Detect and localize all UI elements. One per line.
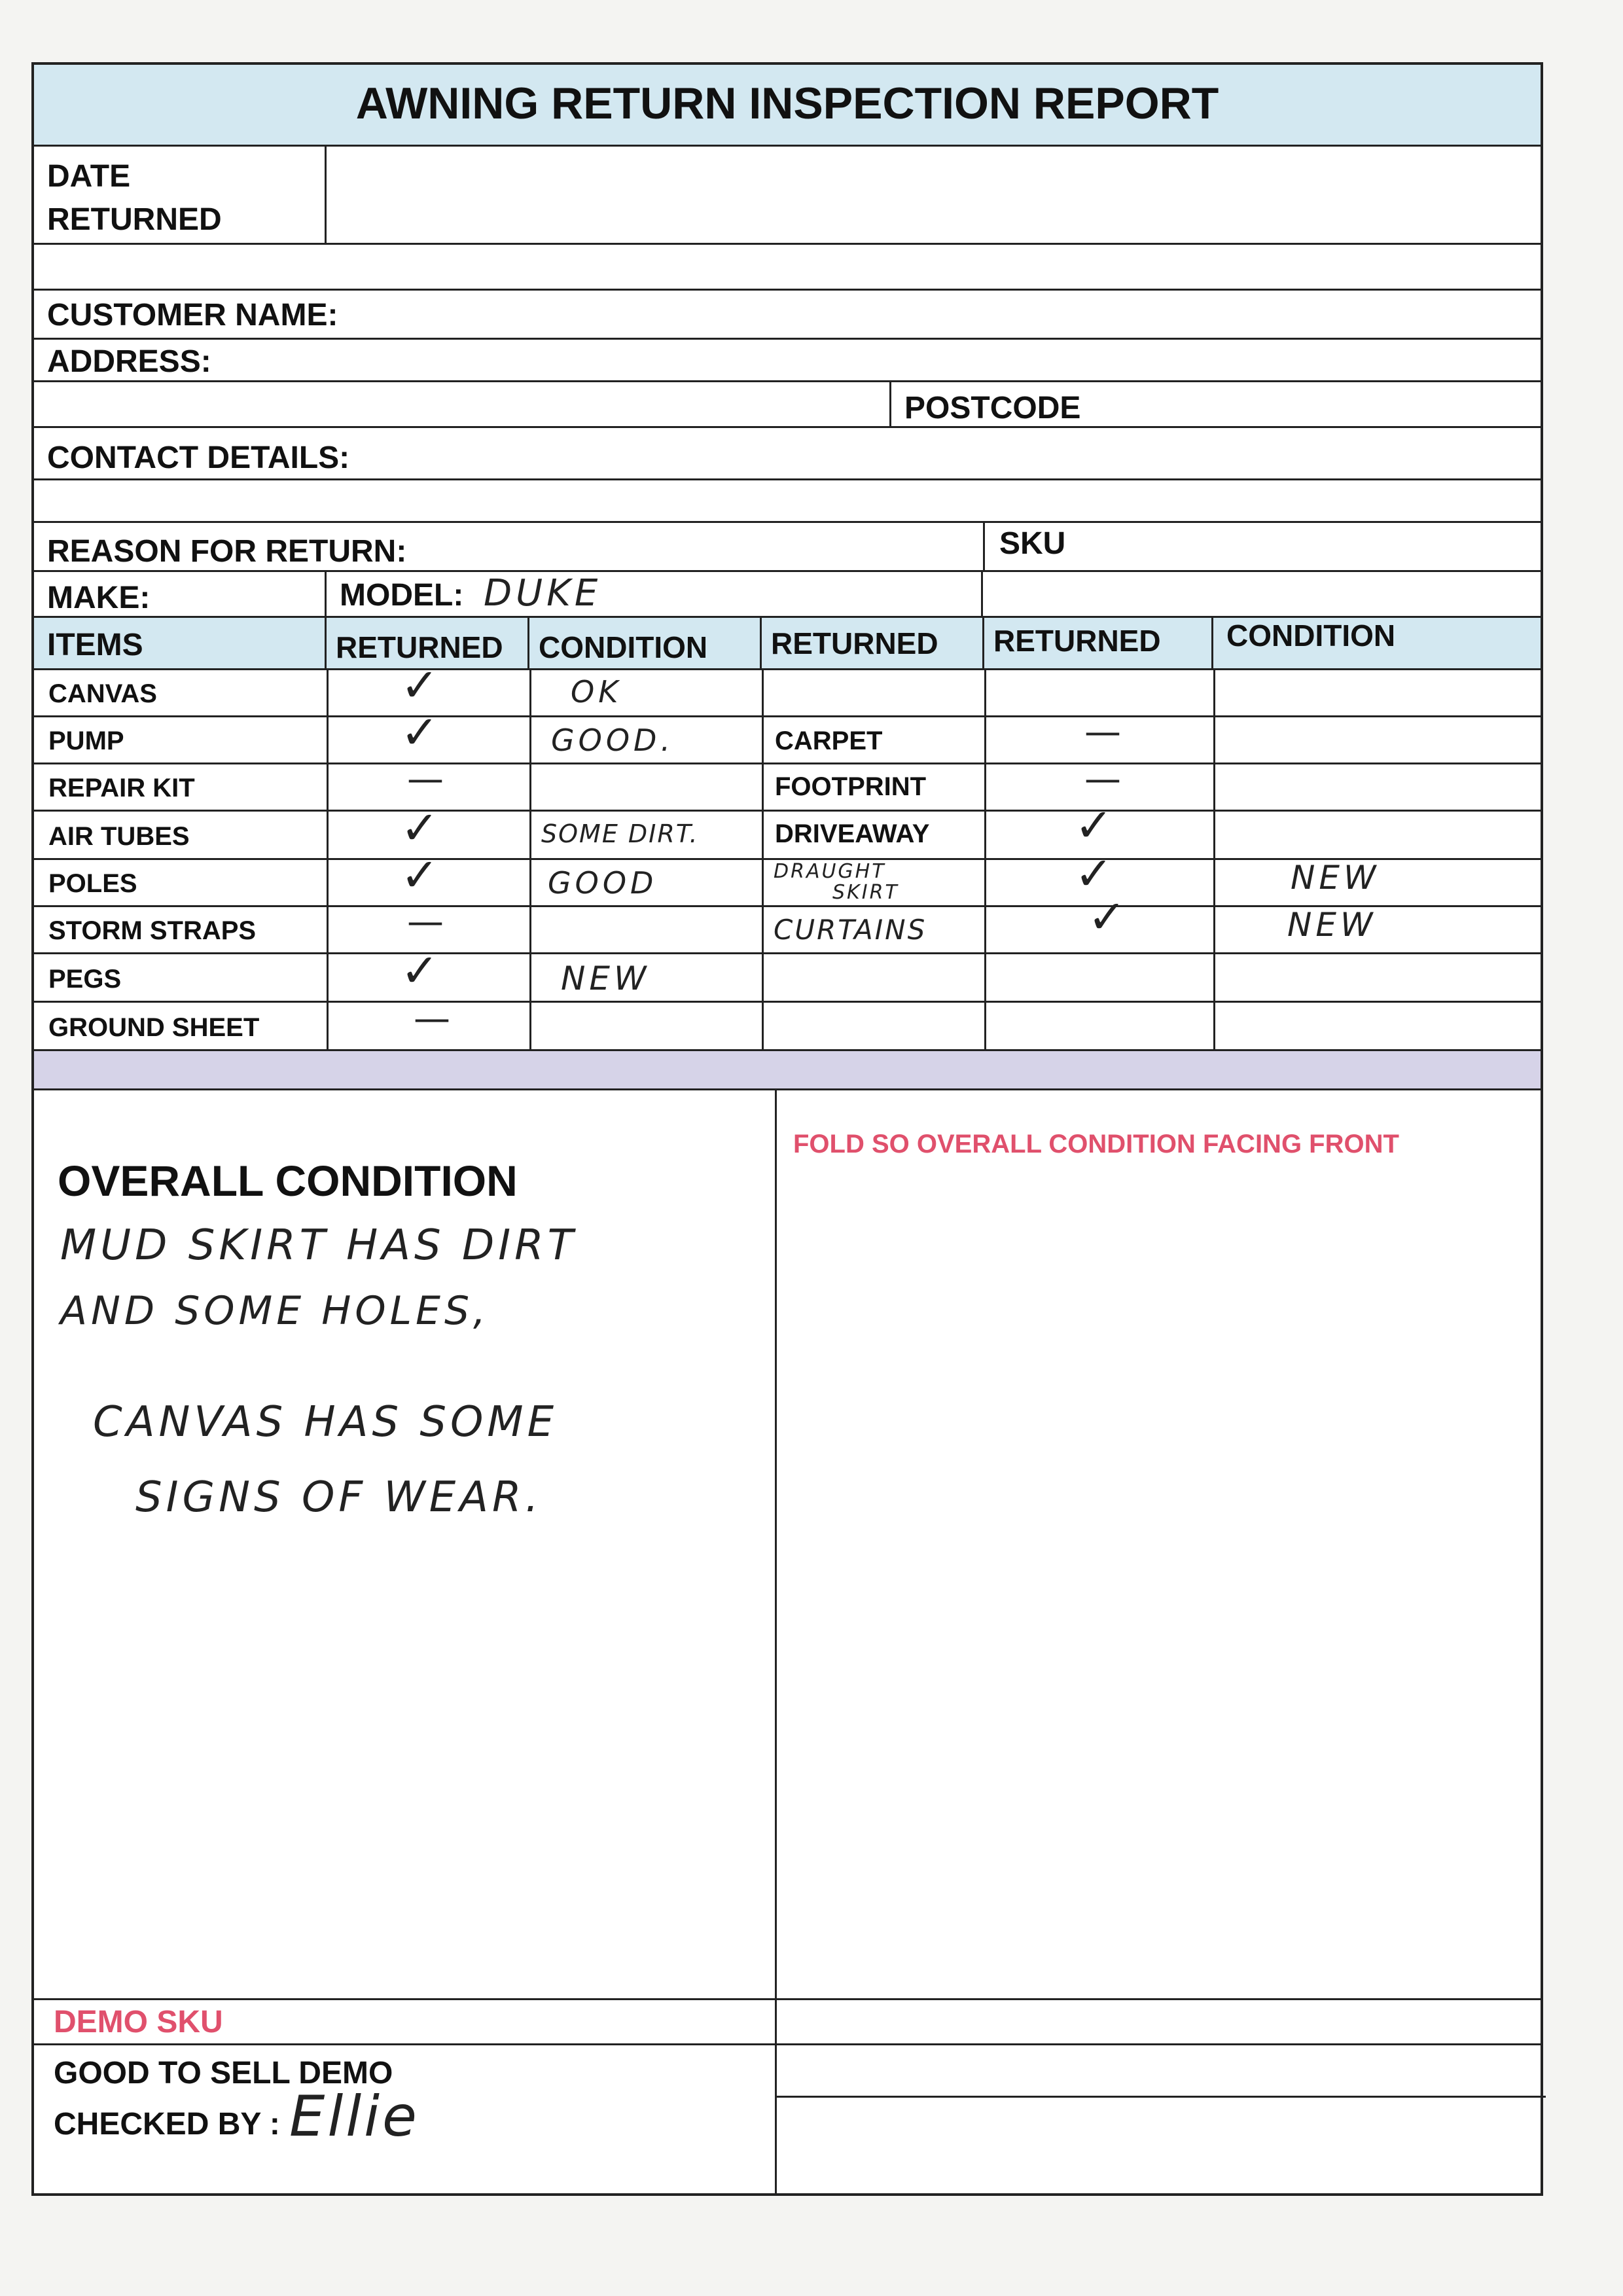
spacer-row: [34, 245, 1541, 291]
condition-air-tubes: SOME DIRT.: [541, 819, 699, 848]
contact-spacer-row[interactable]: [34, 480, 1541, 523]
table-row: [34, 1003, 1541, 1051]
returned-mark-pump: ✓: [401, 706, 439, 759]
sku-label: SKU: [999, 526, 1066, 561]
returned-mark-footprint: —: [1084, 758, 1121, 800]
item-draught-line1: DRAUGHT: [774, 860, 886, 883]
make-field[interactable]: [34, 572, 327, 616]
item-ground-sheet: GROUND SHEET: [48, 1013, 260, 1042]
demo-sku-label: DEMO SKU: [54, 2005, 223, 2039]
checked-by-label: CHECKED BY :: [54, 2107, 280, 2142]
condition-poles: GOOD: [548, 865, 658, 901]
postcode-label: POSTCODE: [904, 391, 1081, 425]
overall-note-line1: MUD SKIRT HAS DIRT: [60, 1221, 577, 1270]
customer-name-label: CUSTOMER NAME:: [47, 298, 338, 332]
divider-band: [34, 1051, 1541, 1090]
address-field[interactable]: [34, 382, 891, 426]
condition-pegs: NEW: [561, 960, 651, 997]
inspection-form: [31, 62, 1543, 2196]
condition-pump: GOOD.: [551, 723, 675, 758]
item-pump: PUMP: [48, 726, 124, 755]
header-items: ITEMS: [47, 628, 143, 662]
item-driveaway: DRIVEAWAY: [775, 819, 930, 848]
items-table-header: [34, 618, 1541, 670]
reason-row[interactable]: [34, 523, 1541, 572]
contact-details-row[interactable]: [34, 428, 1541, 480]
date-returned-row: [34, 147, 1541, 245]
overall-condition-section: [34, 1090, 1541, 2000]
checked-by-signature: Ellie: [289, 2084, 419, 2149]
item-poles: POLES: [48, 869, 137, 898]
overall-note-line2: AND SOME HOLES,: [60, 1288, 490, 1334]
customer-name-row[interactable]: [34, 291, 1541, 340]
condition-draught-skirt: NEW: [1291, 859, 1380, 897]
condition-curtains: NEW: [1287, 906, 1377, 944]
date-label: DATE: [47, 159, 131, 194]
returned-mark-carpet: —: [1084, 711, 1121, 753]
table-row: [34, 954, 1541, 1003]
header-returned-3: RETURNED: [993, 624, 1161, 658]
item-canvas: CANVAS: [48, 679, 157, 708]
returned-label: RETURNED: [47, 202, 222, 237]
condition-canvas: OK: [571, 674, 622, 709]
header-condition-2: CONDITION: [1226, 619, 1396, 653]
returned-mark-curtains: ✓: [1088, 890, 1126, 944]
overall-condition-heading: OVERALL CONDITION: [58, 1157, 518, 1205]
date-returned-field[interactable]: [327, 147, 1546, 243]
address-label: ADDRESS:: [47, 344, 211, 379]
returned-mark-poles: ✓: [401, 848, 439, 902]
form-title: AWNING RETURN INSPECTION REPORT: [355, 79, 1219, 128]
model-label: MODEL:: [340, 578, 464, 613]
item-storm-straps: STORM STRAPS: [48, 916, 257, 945]
model-field[interactable]: [327, 572, 983, 616]
title-bar: [34, 65, 1541, 147]
returned-mark-driveaway: ✓: [1075, 798, 1113, 852]
table-row: [34, 670, 1541, 717]
overall-note-line4: SIGNS OF WEAR.: [135, 1473, 543, 1522]
make-model-row: [34, 572, 1541, 618]
fold-instruction: FOLD SO OVERALL CONDITION FACING FRONT: [793, 1130, 1399, 1158]
reason-label: REASON FOR RETURN:: [47, 534, 407, 569]
items-table-body: [34, 658, 1541, 1051]
header-returned-1: RETURNED: [336, 630, 503, 664]
item-carpet: CARPET: [775, 726, 883, 755]
footer-section: [34, 2000, 1541, 2196]
item-repair-kit: REPAIR KIT: [48, 774, 195, 802]
item-curtains: CURTAINS: [774, 914, 927, 946]
item-pegs: PEGS: [48, 965, 122, 994]
make-label: MAKE:: [47, 581, 151, 615]
returned-mark-draught-skirt: ✓: [1075, 847, 1113, 901]
header-returned-2: RETURNED: [771, 626, 938, 660]
returned-mark-pegs: ✓: [401, 944, 439, 997]
returned-mark-canvas: ✓: [401, 658, 439, 712]
overall-note-line3: CANVAS HAS SOME: [93, 1398, 558, 1446]
returned-mark-storm-straps: —: [407, 901, 444, 943]
header-condition-1: CONDITION: [539, 630, 708, 664]
returned-mark-air-tubes: ✓: [401, 801, 439, 855]
contact-details-label: CONTACT DETAILS:: [47, 440, 350, 475]
returned-mark-repair-kit: —: [407, 758, 444, 800]
address-row[interactable]: [34, 340, 1541, 382]
item-air-tubes: AIR TUBES: [48, 822, 190, 851]
address-postcode-row: [34, 382, 1541, 428]
returned-mark-ground-sheet: —: [414, 997, 450, 1040]
model-value: DUKE: [484, 572, 602, 615]
item-draught-line2: SKIRT: [832, 881, 899, 904]
item-footprint: FOOTPRINT: [775, 772, 927, 801]
good-to-sell-label: GOOD TO SELL DEMO: [54, 2056, 393, 2090]
